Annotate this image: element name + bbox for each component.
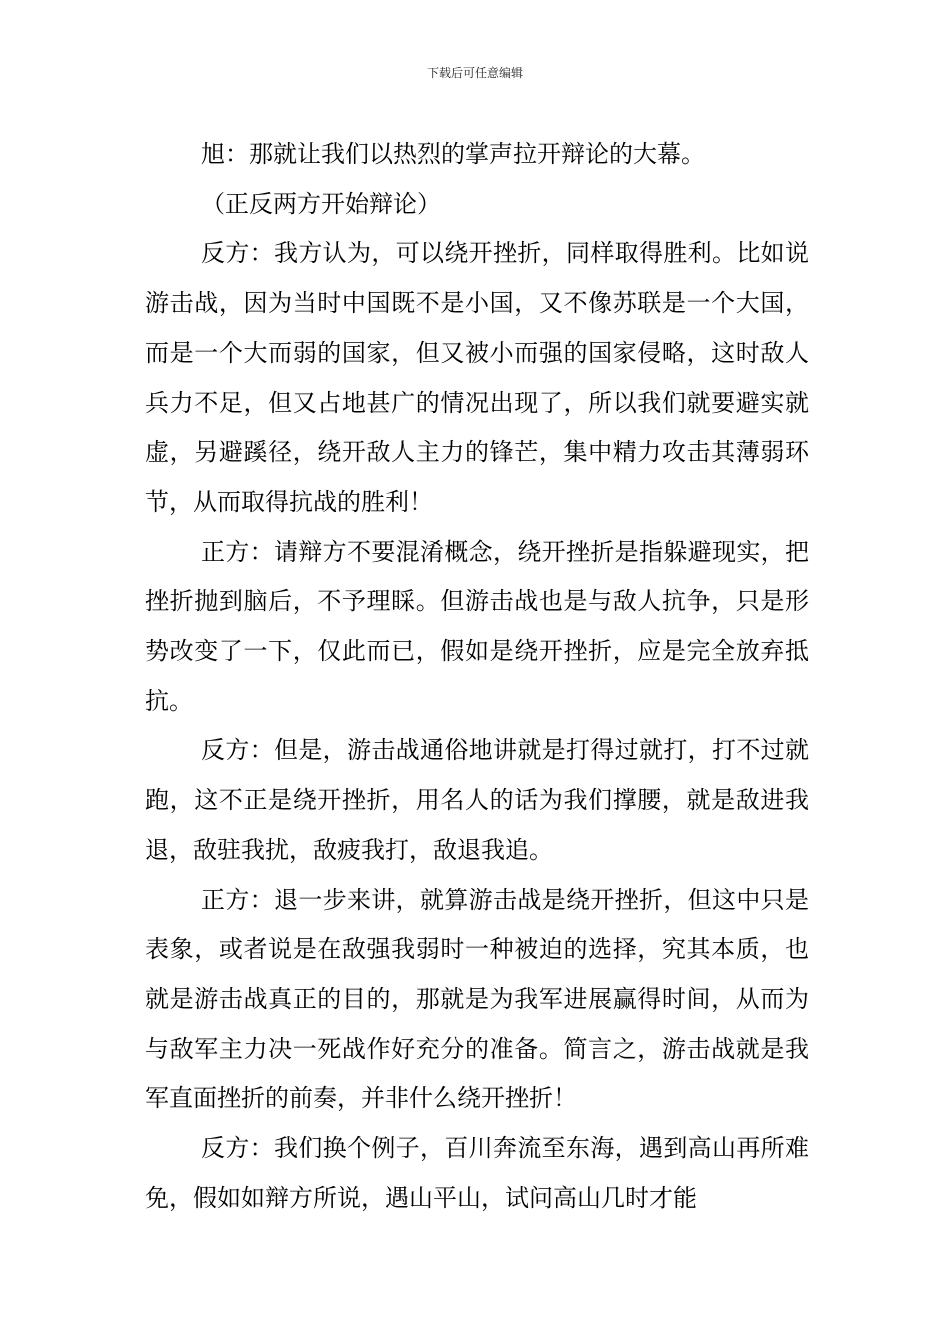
- paragraph-pro-2: 正方：退一步来讲，就算游击战是绕开挫折，但这中只是表象，或者说是在敌强我弱时一种被迫的选择，究其本质，也就是游击战真正的目的，那就是为我军进展赢得时间，从而为与敌军主力决一死战作好充分的准备。简言之，游击战就是我军直面挫折的前奏，并非什么绕开挫折！: [145, 885, 809, 1113]
- paragraph-con-3: 反方：我们换个例子，百川奔流至东海，遇到高山再所难免，假如如辩方所说，遇山平山，试问高山几时才能: [145, 1134, 809, 1212]
- paragraph-pro-1: 正方：请辩方不要混淆概念，绕开挫折是指躲避现实，把挫折抛到脑后，不予理睬。但游击战也是与敌人抗争，只是形势改变了一下，仅此而已，假如是绕开挫折，应是完全放弃抵抗。: [145, 537, 809, 715]
- paragraph-stage-direction: （正反两方开始辩论）: [201, 189, 441, 218]
- paragraph-con-1: 反方：我方认为，可以绕开挫折，同样取得胜利。比如说游击战，因为当时中国既不是小国，又不像苏联是一个大国，而是一个大而弱的国家，但又被小而强的国家侵略，这时敌人兵力不足，但又占地甚广的情况出现了，所以我们就要避实就虚，另避蹊径，绕开敌人主力的锋芒，集中精力攻击其薄弱环节，从而取得抗战的胜利！: [145, 239, 809, 516]
- paragraph-host-line: 旭：那就让我们以热烈的掌声拉开辩论的大幕。: [201, 140, 705, 168]
- paragraph-con-2: 反方：但是，游击战通俗地讲就是打得过就打，打不过就跑，这不正是绕开挫折，用名人的话为我们撑腰，就是敌进我退，敌驻我扰，敌疲我打，敌退我追。: [145, 736, 809, 864]
- document-body: [145, 130, 809, 1223]
- page-header: 下载后可任意编辑: [426, 66, 523, 80]
